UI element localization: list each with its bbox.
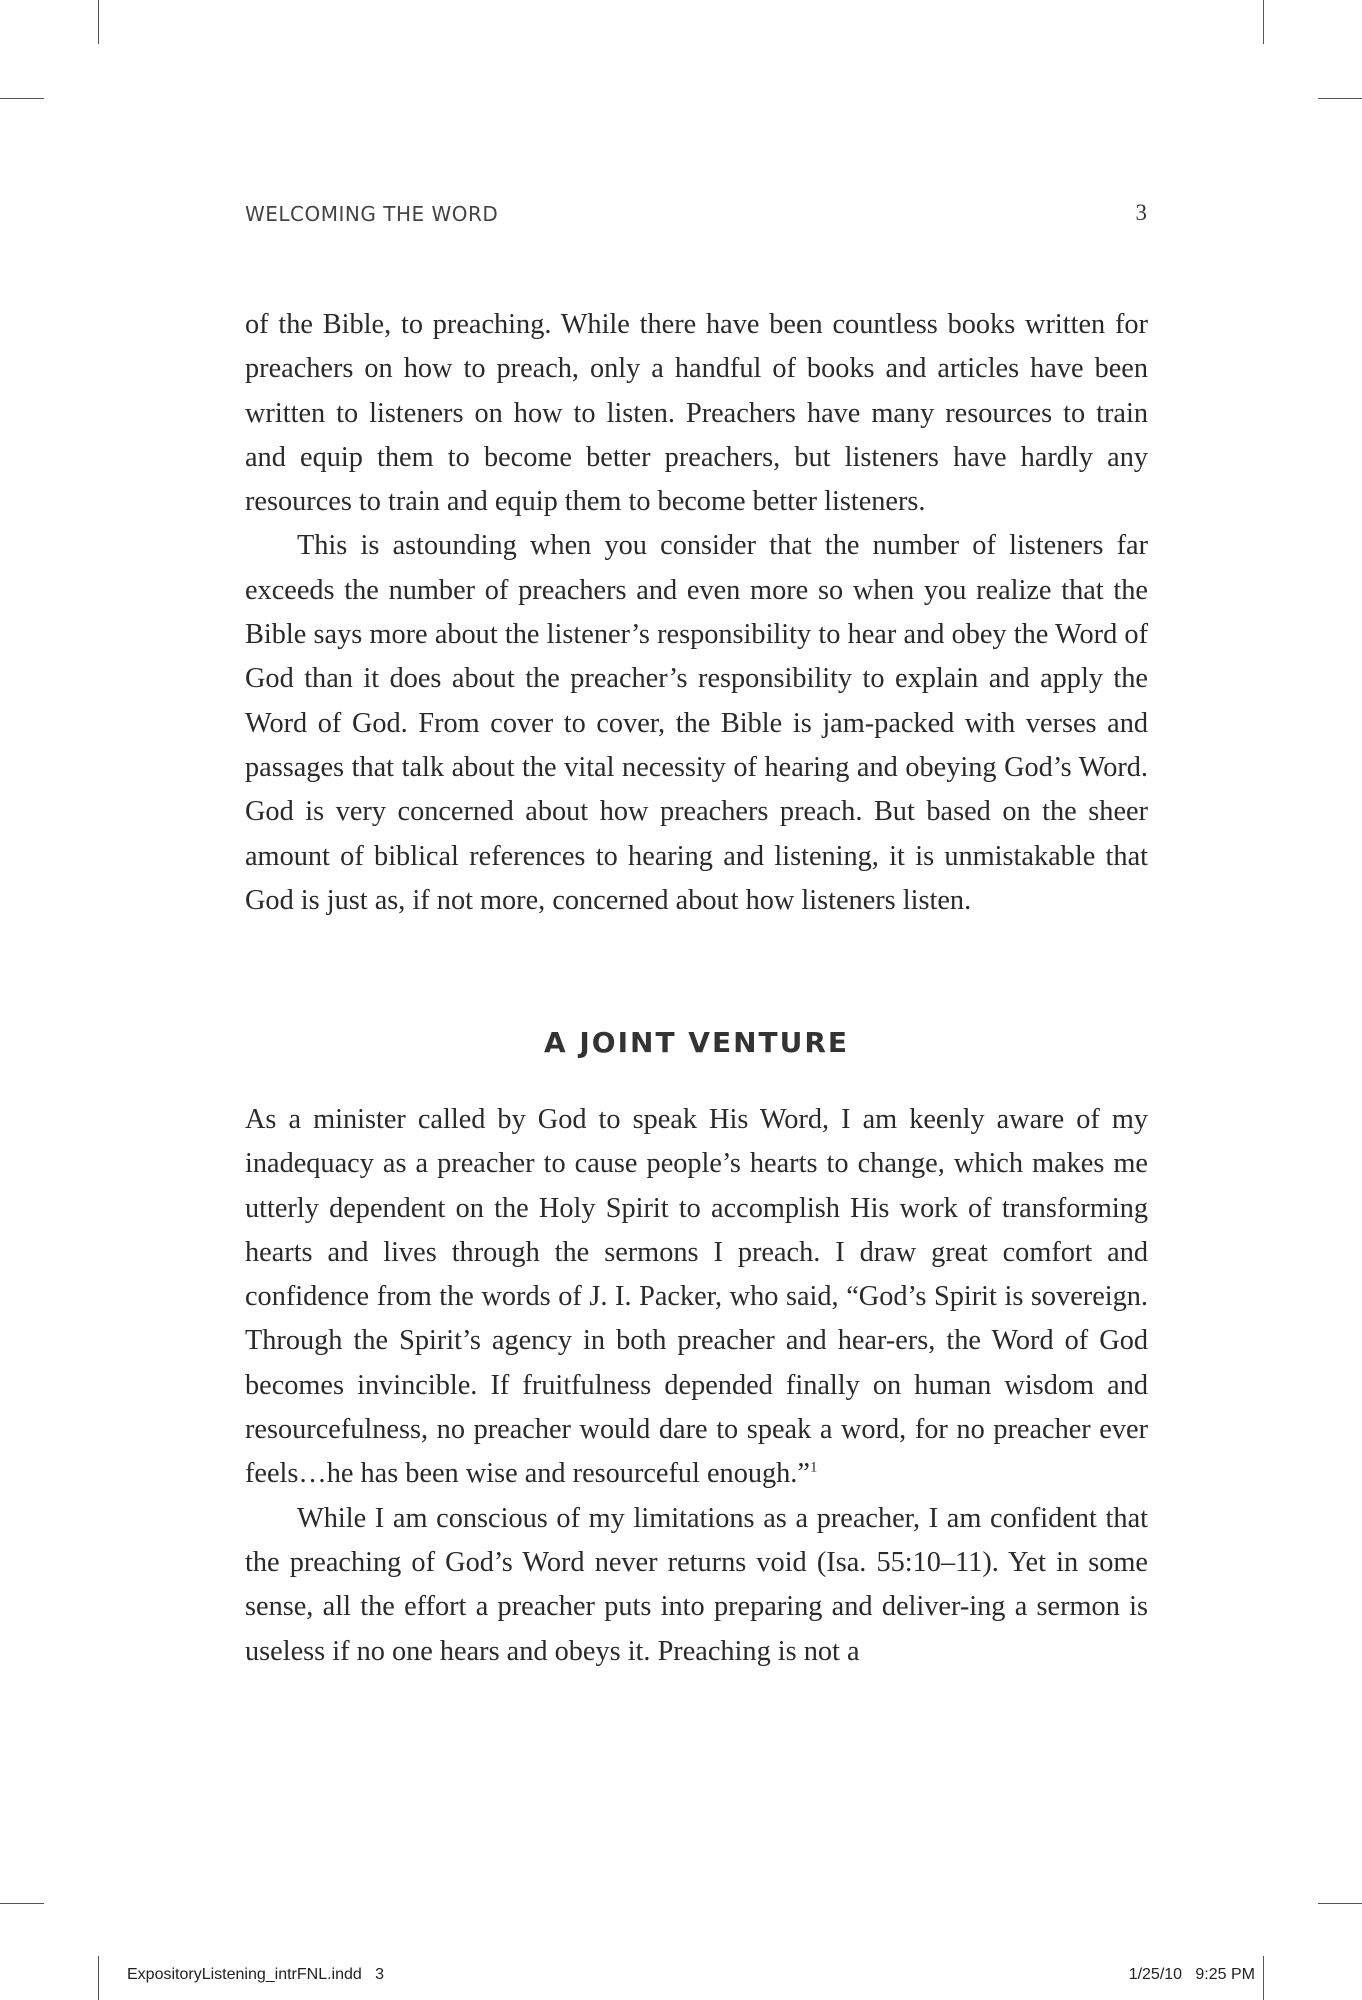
footnote-marker: 1 [809,1459,818,1476]
page-number: 3 [1135,200,1147,225]
running-head: WELCOMING THE WORD [245,202,499,226]
paragraph-3 [245,1098,1148,1497]
crop-mark-right-upper [1318,98,1362,99]
paragraph-1: of the Bible, to preaching. While there have been countless books written for preachers on how to preach, only a handful of books and articles have been written to listeners on how to listen. Preachers have many resources to train and equip them to become better preachers, but listeners have hardly any resources to train and equip them to become better listeners. [245,309,1148,518]
paragraph-4: While I am conscious of my limitations as a preacher, I am confident that the preaching of God’s Word never returns void (Isa. 55:10–11). Yet in some sense, all the effort a preacher puts into preparing and deliver-ing a sermon is useless if no one hears and obeys it. Preaching is not a [245,1502,1148,1667]
slug-timestamp: 1/25/10 9:25 PM [1128,1966,1255,1983]
slug-filename: ExpositoryListening_intrFNL.indd 3 [127,1966,385,1983]
crop-mark-left-lower [0,1903,44,1904]
section-heading: A JOINT VENTURE [543,1026,850,1059]
crop-mark-top-right [1263,0,1264,44]
crop-mark-bottom-left [98,1956,99,2000]
crop-mark-left-upper [0,98,44,99]
crop-mark-bottom-right [1263,1956,1264,2000]
paragraph-3-text: As a minister called by God to speak His Word, I am keenly aware of my inadequacy as a preacher to cause people’s hearts to change, which makes me utterly dependent on the Holy Spirit to accomplish His work of transforming hearts and lives through the sermons I preach. I draw great comfort and confidence from the words of J. I. Packer, who said, “God’s Spirit is sovereign. Through the Spirit’s agency in both preacher and hear-ers, the Word of God becomes invincible. If fruitfulness depended finally on human wisdom and resourcefulness, no preacher would dare to speak a word, for no preacher ever feels…he has been wise and resourceful enough.” [245,1104,1148,1490]
body-text-upper [245,303,1148,923]
body-text-lower [245,1098,1148,1674]
paragraph-2: This is astounding when you consider that the number of listeners far exceeds the number of preachers and even more so when you realize that the Bible says more about the listener’s responsibility to hear and obey the Word of God than it does about the preacher’s responsibility to explain and apply the Word of God. From cover to cover, the Bible is jam-packed with verses and passages that talk about the vital necessity of hearing and obeying God’s Word. God is very concerned about how preachers preach. But based on the sheer amount of biblical references to hearing and listening, it is unmistakable that God is just as, if not more, concerned about how listeners listen. [245,530,1148,916]
crop-mark-right-lower [1318,1903,1362,1904]
crop-mark-top-left [98,0,99,44]
